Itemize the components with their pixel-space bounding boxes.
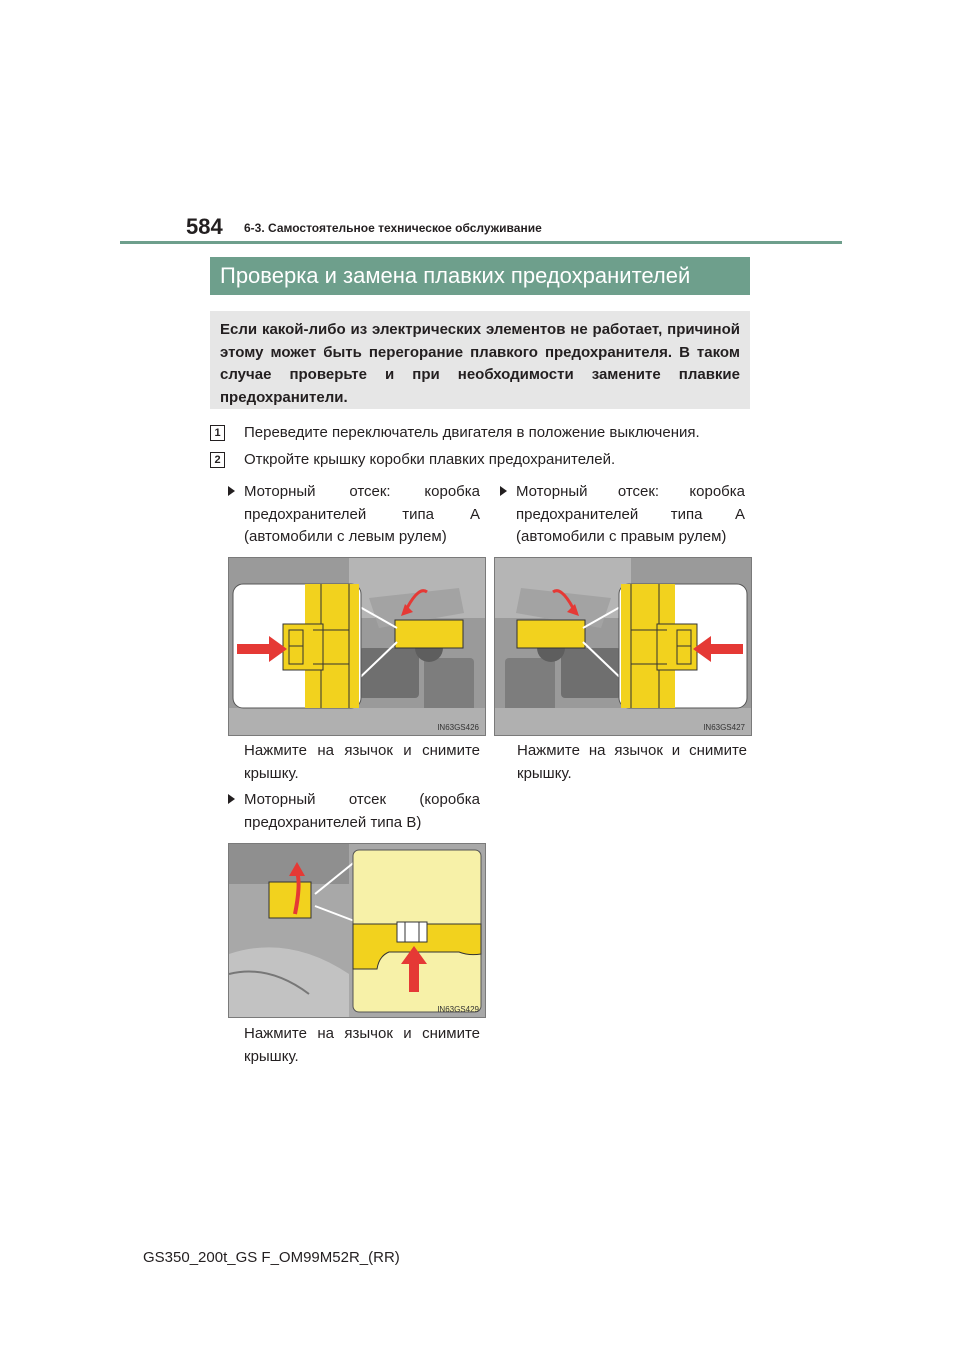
step-text-1: Переведите переключатель двигателя в положение выключения. [244, 424, 700, 441]
bullet-rhd [500, 481, 745, 549]
step-number-2: 2 [210, 452, 225, 468]
bullet-triangle-icon [500, 486, 507, 496]
figure-type-b-code: IN63GS429 [437, 1005, 479, 1014]
figure-lhd-code: IN63GS426 [437, 723, 479, 732]
bullet-triangle-icon [228, 486, 235, 496]
footer-document-code: GS350_200t_GS F_OM99M52R_(RR) [143, 1249, 400, 1266]
figure-type-b-fuse-box [228, 843, 486, 1018]
bullet-triangle-icon [228, 794, 235, 804]
header-rule [120, 241, 842, 244]
bullet-type-b-line1: Моторный отсек (коробка [244, 791, 480, 808]
step-number-1: 1 [210, 425, 225, 441]
bullet-rhd-line1: Моторный отсек: коробка [516, 483, 745, 500]
caption-rhd: Нажмите на язычок и снимите крышку. [517, 742, 747, 782]
caption-lhd: Нажмите на язычок и снимите крышку. [244, 742, 480, 782]
bullet-type-b-line2: предохранителей типа В) [244, 813, 422, 831]
bullet-lhd [228, 481, 480, 549]
engine-bay-illustration [495, 558, 751, 735]
figure-rhd-fuse-box [494, 557, 752, 736]
bullet-lhd-line3: (автомобили с левым рулем) [244, 528, 447, 545]
page-heading: Проверка и замена плавких предохранителей [210, 257, 750, 295]
bullet-lhd-line1: Моторный отсек: коробка [244, 483, 480, 500]
step-text-2: Откройте крышку коробки плавких предохранителей. [244, 451, 616, 468]
bullet-type-b [228, 789, 480, 834]
bullet-lhd-line2: предохранителей типа А [244, 505, 480, 523]
intro-box: Если какой-либо из электрических элементов не работает, причиной этому может быть перегорание плавкого предохранителя. В таком случае проверьте и при необходимости замените плавкие предохранители. [210, 311, 750, 409]
caption-type-b: Нажмите на язычок и снимите крышку. [244, 1025, 480, 1065]
page-number: 584 [186, 214, 223, 239]
engine-bay-illustration [229, 558, 485, 735]
bullet-rhd-line3: (автомобили с правым рулем) [516, 528, 727, 545]
figure-lhd-fuse-box [228, 557, 486, 736]
section-title: 6-3. Самостоятельное техническое обслуживание [244, 221, 542, 235]
engine-bay-illustration [229, 844, 485, 1017]
figure-rhd-code: IN63GS427 [703, 723, 745, 732]
bullet-rhd-line2: предохранителей типа А [516, 505, 745, 523]
